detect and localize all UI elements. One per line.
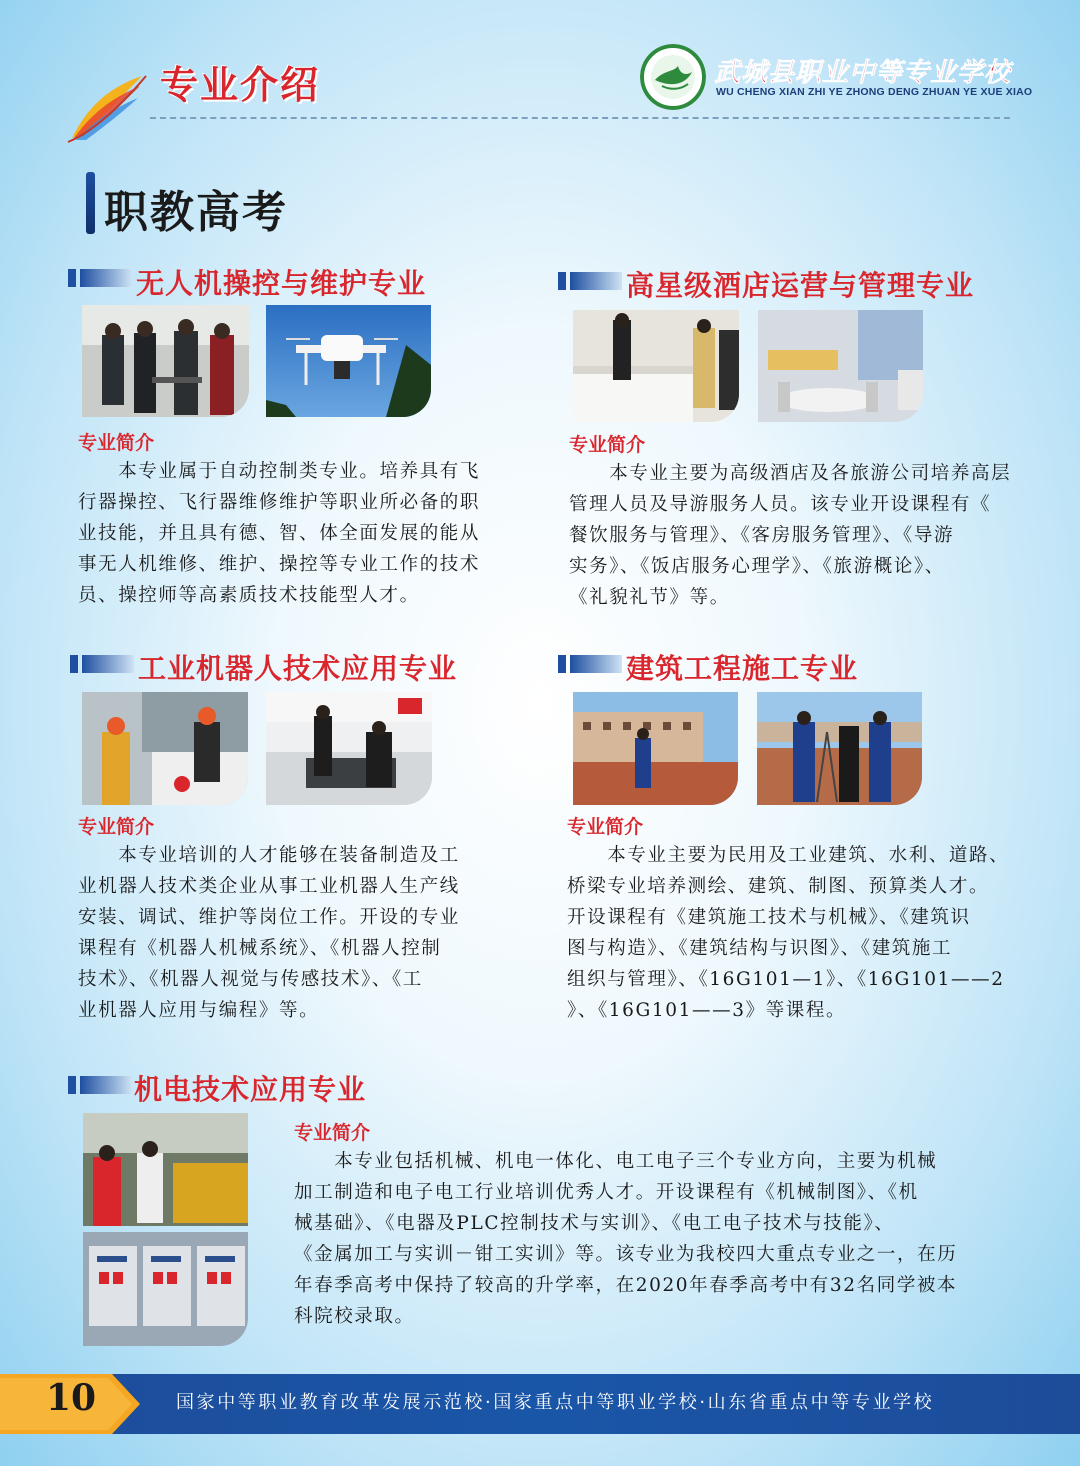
robot-workstation-photo — [82, 692, 248, 805]
major-bullet-icon — [70, 655, 134, 673]
text-line: 科院校录取。 — [294, 1306, 415, 1327]
text-line: 《金属加工与实训－钳工实训》等。该专业为我校四大重点专业之一，在历 — [294, 1244, 958, 1265]
text-line: 安装、调试、维护等岗位工作。开设的专业 — [78, 907, 460, 928]
text-line: 本专业培训的人才能够在装备制造及工 — [78, 845, 460, 866]
electromechanical-workshop-photo — [83, 1113, 248, 1226]
major-title-drone: 无人机操控与维护专业 — [136, 267, 427, 300]
major-description-hotel — [569, 458, 1021, 613]
major-title-electromechanical: 机电技术应用专业 — [134, 1073, 367, 1106]
page-number: 10 — [46, 1377, 97, 1419]
text-line: 业机器人技术类企业从事工业机器人生产线 — [78, 876, 460, 897]
text-line: 事无人机维修、维护、操控等专业工作的技术 — [78, 554, 481, 575]
theodolite-students-photo — [757, 692, 922, 805]
text-line: 《礼貌礼节》等。 — [569, 587, 730, 608]
major-title-construction: 建筑工程施工专业 — [626, 652, 859, 685]
school-name: 武城县职业中等专业学校 — [714, 58, 1012, 88]
feather-logo-icon — [62, 68, 152, 148]
text-line: 本专业主要为高级酒店及各旅游公司培养高层 — [569, 463, 1012, 484]
text-line: 械基础》、《电器及PLC控制技术与实训》、《电工电子技术与技能》、 — [294, 1213, 895, 1234]
text-line: 技术》、《机器人视觉与传感技术》、《工 — [78, 969, 423, 990]
major-bullet-icon — [558, 272, 622, 290]
text-line: 餐饮服务与管理》、《客房服务管理》、《导游 — [569, 525, 955, 546]
header-divider — [150, 117, 1010, 119]
text-line: 业机器人应用与编程》等。 — [78, 1000, 320, 1021]
text-line: 开设课程有《建筑施工技术与机械》、《建筑识 — [567, 907, 971, 928]
text-line: 图与构造》、《建筑结构与识图》、《建筑施工 — [567, 938, 953, 959]
intro-label: 专业简介 — [78, 432, 155, 454]
text-line: 加工制造和电子电工行业培训优秀人才。开设课程有《机械制图》、《机 — [294, 1182, 919, 1203]
surveying-field-photo — [573, 692, 738, 805]
text-line: 实务》、《饭店服务心理学》、《旅游概论》、 — [569, 556, 945, 577]
major-bullet-icon — [68, 269, 132, 287]
header-title: 专业介绍 — [160, 63, 321, 107]
footer-text: 国家中等职业教育改革发展示范校·国家重点中等职业学校·山东省重点中等专业学校 — [176, 1392, 935, 1413]
text-line: 业技能，并且具有德、智、体全面发展的能从 — [78, 523, 481, 544]
school-logo-icon — [640, 44, 706, 110]
text-line: 桥梁专业培养测绘、建筑、制图、预算类人才。 — [567, 876, 990, 897]
intro-label: 专业简介 — [294, 1122, 371, 1144]
robot-lab-photo — [266, 692, 432, 805]
text-line: 员、操控师等高素质技术技能型人才。 — [78, 585, 420, 606]
section-title: 职教高考 — [104, 187, 288, 238]
major-title-robot: 工业机器人技术应用专业 — [138, 652, 458, 685]
major-description-drone — [78, 456, 534, 611]
text-line: 本专业属于自动控制类专业。培养具有飞 — [78, 461, 481, 482]
text-line: 管理人员及导游服务人员。该专业开设课程有《 — [569, 494, 992, 515]
text-line: 本专业主要为民用及工业建筑、水利、道路、 — [567, 845, 1010, 866]
hotel-room-training-photo — [573, 310, 739, 422]
electrical-panel-photo — [83, 1232, 248, 1346]
major-description-construction — [567, 840, 1022, 1026]
text-line: 课程有《机器人机械系统》、《机器人控制 — [78, 938, 442, 959]
text-line: 本专业包括机械、机电一体化、电工电子三个专业方向，主要为机械 — [294, 1151, 938, 1172]
major-bullet-icon — [558, 655, 622, 673]
major-description-robot — [78, 840, 508, 1026]
text-line: 年春季高考中保持了较高的升学率，在2020年春季高考中有32名同学被本 — [294, 1275, 958, 1296]
major-bullet-icon — [68, 1076, 132, 1094]
text-line: 组织与管理》、《16G101—1》、《16G101——2 — [567, 969, 1005, 990]
section-title-bar — [86, 172, 95, 234]
drone-photo — [266, 305, 431, 417]
intro-label: 专业简介 — [78, 816, 155, 838]
dining-room-photo — [758, 310, 923, 422]
students-drone-lab-photo — [82, 305, 249, 417]
intro-label: 专业简介 — [569, 434, 646, 456]
text-line: 》、《16G101——3》等课程。 — [567, 1000, 847, 1021]
intro-label: 专业简介 — [567, 816, 644, 838]
school-name-pinyin: WU CHENG XIAN ZHI YE ZHONG DENG ZHUAN YE XUE XIAO — [716, 86, 1033, 98]
major-description-electromechanical — [294, 1146, 1022, 1332]
text-line: 行器操控、飞行器维修维护等职业所必备的职 — [78, 492, 481, 513]
major-title-hotel: 高星级酒店运营与管理专业 — [626, 269, 975, 302]
